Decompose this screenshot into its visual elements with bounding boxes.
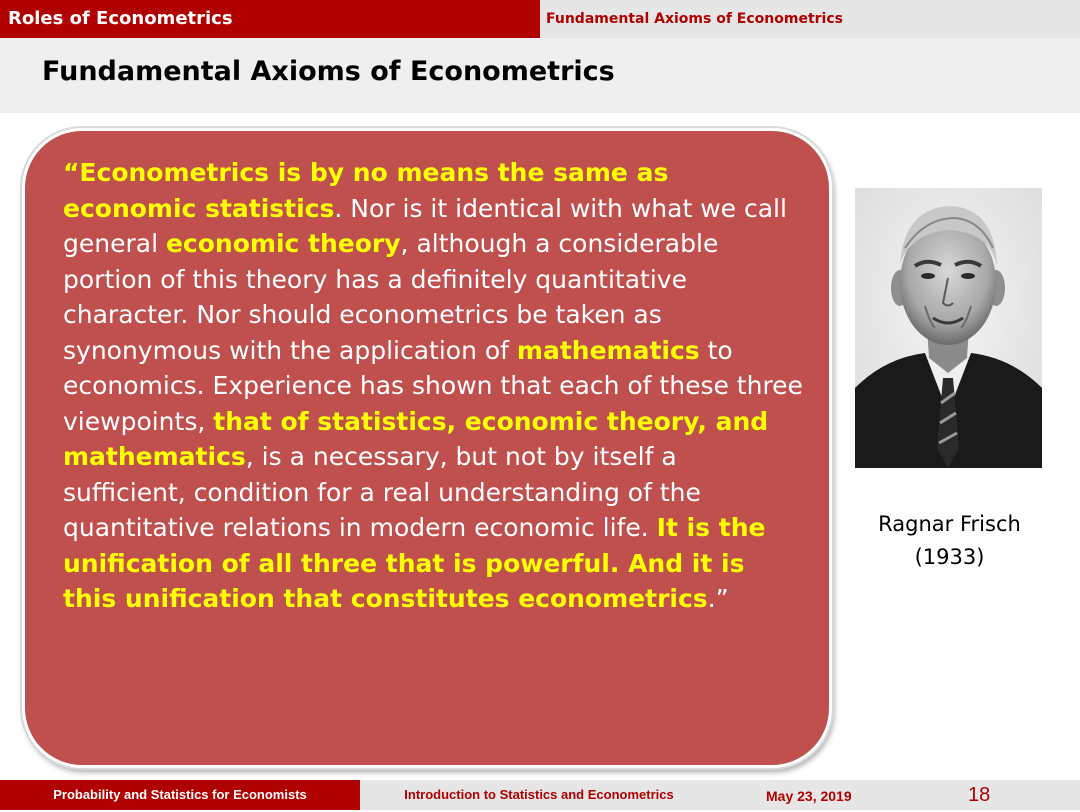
caption-name: Ragnar Frisch xyxy=(878,512,1021,536)
quote-highlight-1: “Econometrics is by no means the same as economic statistics xyxy=(63,158,669,223)
nav-section-title[interactable]: Roles of Econometrics xyxy=(0,0,540,38)
nav-subsection-title[interactable]: Fundamental Axioms of Econometrics xyxy=(540,0,1080,38)
footer-chapter: Introduction to Statistics and Econometrics xyxy=(360,780,718,810)
ragnar-frisch-photo xyxy=(855,188,1042,468)
quote-highlight-3: economic theory xyxy=(165,229,401,258)
quote-box xyxy=(22,128,832,768)
quote-text-2: . Nor is it identical with what we call general xyxy=(63,193,787,258)
portrait-caption xyxy=(852,508,1047,574)
footer-bar xyxy=(0,780,1080,810)
quote-highlight-7: that of statistics, economic theory, and mathematics xyxy=(63,406,769,471)
quote-highlight-9: It is the unification of all three that is powerful. And it is this unification that constitutes econometrics xyxy=(63,513,766,613)
quote-text-6: to economics. Experience has shown that each of these three viewpoints, xyxy=(63,335,803,436)
quote-text xyxy=(63,155,803,617)
slide-title: Fundamental Axioms of Econometrics xyxy=(42,56,615,87)
quote-highlight-5: mathematics xyxy=(516,335,700,365)
footer-date: May 23, 2019 xyxy=(766,788,852,804)
footer-course: Probability and Statistics for Economists xyxy=(0,780,360,810)
quote-text-8: , is a necessary, but not by itself a sufficient, condition for a real understanding of the quantitative relations in modern economic life. xyxy=(63,442,701,542)
quote-text-4: , although a considerable portion of this theory has a definitely quantitative character. Nor should econometrics be taken as synonymous with the application of xyxy=(63,229,719,365)
page-number: 18 xyxy=(968,784,991,806)
footer-meta xyxy=(718,780,1080,810)
portrait-illustration xyxy=(855,188,1042,468)
title-band xyxy=(0,38,1080,113)
caption-year: (1933) xyxy=(914,545,985,569)
quote-text-10: .” xyxy=(707,584,729,613)
top-nav-bar xyxy=(0,0,1080,38)
